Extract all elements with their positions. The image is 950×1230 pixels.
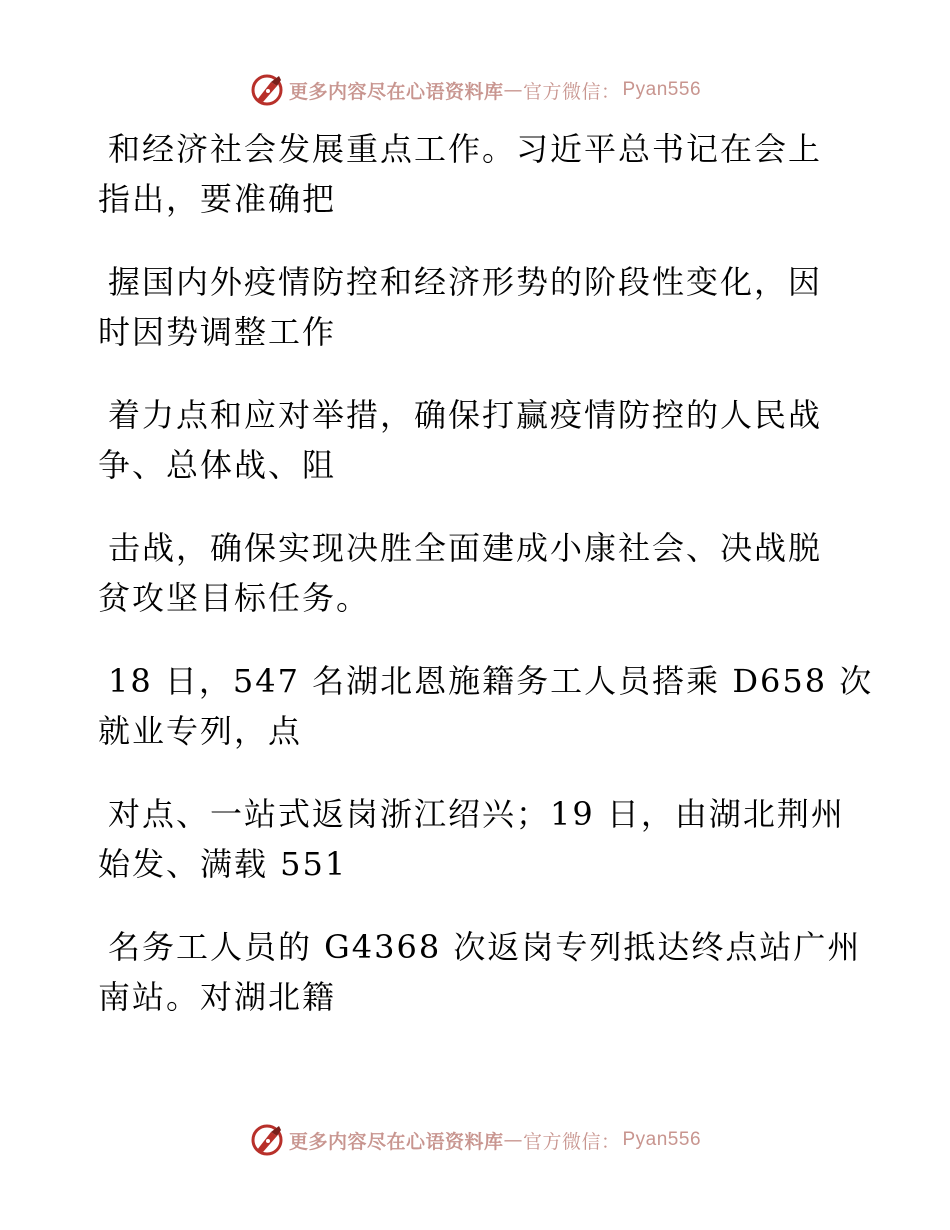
paragraph-line: 和经济社会发展重点工作。习近平总书记在会上: [108, 130, 823, 168]
paragraph-line: 时因势调整工作: [98, 313, 337, 351]
paragraph-line: 击战，确保实现决胜全面建成小康社会、决战脱: [108, 529, 823, 567]
paragraph-3: [98, 390, 858, 490]
paragraph-line: 着力点和应对举措，确保打赢疫情防控的人民战: [108, 396, 823, 434]
paragraph-line: 指出，要准确把: [98, 180, 337, 218]
paragraph-line: 就业专列，点: [98, 712, 303, 750]
watermark-wechat-id: Pyan556: [622, 79, 702, 100]
paragraph-1: [98, 124, 858, 224]
paragraph-line: 争、总体战、阻: [98, 446, 337, 484]
paragraph-line: 握国内外疫情防控和经济形势的阶段性变化，因: [108, 263, 823, 301]
paragraph-line: 南站。对湖北籍: [98, 978, 337, 1016]
watermark-dash: —: [503, 79, 523, 101]
watermark-dash: —: [503, 1129, 523, 1151]
paragraph-line: 始发、满载 551: [98, 845, 348, 883]
paragraph-2: [98, 257, 858, 357]
watermark-official: 官方微信：: [522, 1130, 621, 1153]
paragraph-line: 18 日，547 名湖北恩施籍务工人员搭乘 D658 次: [108, 662, 874, 700]
paragraph-5: [98, 656, 874, 756]
footer-watermark: [0, 1120, 950, 1160]
pen-nib-logo-icon: [249, 72, 285, 108]
paragraph-6: [98, 789, 858, 889]
paragraph-7: [98, 922, 862, 1022]
paragraph-4: [98, 523, 858, 623]
pen-nib-logo-icon: [249, 1122, 285, 1158]
paragraph-line: 贫攻坚目标任务。: [98, 579, 371, 617]
watermark-text: 更多内容尽在心语资料库: [288, 80, 504, 103]
paragraph-line: 名务工人员的 G4368 次返岗专列抵达终点站广州: [108, 928, 862, 966]
watermark-wechat-id: Pyan556: [622, 1129, 702, 1150]
document-body: [98, 124, 874, 1055]
paragraph-line: 对点、一站式返岗浙江绍兴；19 日，由湖北荆州: [108, 795, 845, 833]
watermark-official: 官方微信：: [522, 80, 621, 103]
watermark-text: 更多内容尽在心语资料库: [288, 1130, 504, 1153]
header-watermark: [0, 70, 950, 110]
